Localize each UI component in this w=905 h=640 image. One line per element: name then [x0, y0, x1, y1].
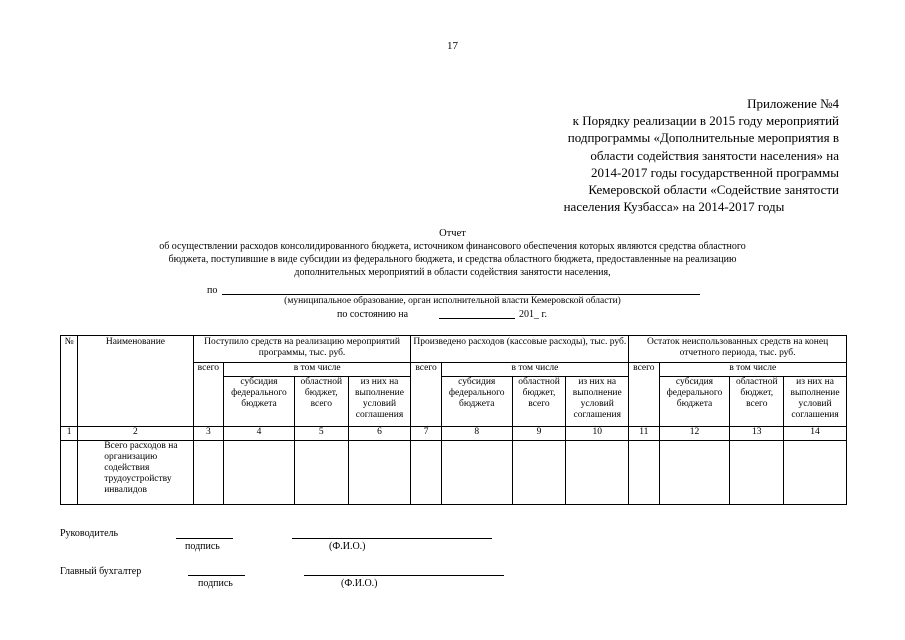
- table-cell: [193, 441, 223, 505]
- appendix-line: к Порядку реализации в 2015 году мероприятий: [572, 113, 839, 129]
- accountant-fio-caption: (Ф.И.О.): [341, 578, 378, 589]
- header-agreement-conditions: из них на выполнение условий соглашения: [566, 377, 629, 427]
- header-including: в том числе: [441, 363, 628, 377]
- state-date-year: 201_ г.: [519, 309, 547, 320]
- page-number: 17: [447, 40, 458, 52]
- table-cell: [224, 441, 295, 505]
- table-cell: [61, 441, 78, 505]
- table-cell: [512, 441, 566, 505]
- report-description-line: дополнительных мероприятий в области содействия занятости населения,: [294, 267, 611, 278]
- table-cell: [441, 441, 512, 505]
- accountant-signature-caption: подпись: [198, 578, 233, 589]
- column-number-cell: 5: [294, 427, 348, 441]
- appendix-line: Кемеровской области «Содействие занятости: [588, 182, 839, 198]
- report-description-line: об осуществлении расходов консолидированного бюджета, источником финансового обеспечения которых являются средства областного: [159, 241, 746, 252]
- appendix-header: [509, 95, 839, 215]
- report-table: [60, 335, 847, 505]
- table-cell: [784, 441, 847, 505]
- column-number-cell: 3: [193, 427, 223, 441]
- head-fio-line: [292, 538, 492, 539]
- table-cell: [411, 441, 441, 505]
- appendix-line: населения Кузбасса» на 2014-2017 годы: [563, 199, 785, 215]
- state-date-fill-line: [439, 318, 515, 319]
- header-number: №: [61, 336, 78, 427]
- header-including: в том числе: [659, 363, 846, 377]
- header-group-spent: Произведено расходов (кассовые расходы), тыс. руб.: [411, 336, 629, 363]
- row-label: Всего расходов на организацию содействия трудоустройству инвалидов: [78, 441, 193, 505]
- appendix-line: подпрограммы «Дополнительные мероприятия в: [567, 130, 839, 146]
- header-group-remaining: Остаток неиспользованных средств на конец отчетного периода, тыс. руб.: [629, 336, 847, 363]
- header-regional-budget: областной бюджет, всего: [730, 377, 784, 427]
- table-cell: [629, 441, 659, 505]
- header-regional-budget: областной бюджет, всего: [294, 377, 348, 427]
- po-caption: (муниципальное образование, орган исполнительной власти Кемеровской области): [284, 296, 621, 306]
- header-total: всего: [629, 363, 659, 427]
- column-number-cell: 4: [224, 427, 295, 441]
- header-agreement-conditions: из них на выполнение условий соглашения: [348, 377, 411, 427]
- column-number-cell: 9: [512, 427, 566, 441]
- header-federal-subsidy: субсидия федерального бюджета: [224, 377, 295, 427]
- column-number-cell: 6: [348, 427, 411, 441]
- header-federal-subsidy: субсидия федерального бюджета: [441, 377, 512, 427]
- column-number-cell: 2: [78, 427, 193, 441]
- appendix-line: 2014-2017 годы государственной программы: [591, 164, 839, 180]
- head-signature-caption: подпись: [185, 541, 220, 552]
- column-number-cell: 10: [566, 427, 629, 441]
- head-signature-line: [176, 538, 233, 539]
- header-total: всего: [193, 363, 223, 427]
- po-label: по: [207, 285, 218, 296]
- header-agreement-conditions: из них на выполнение условий соглашения: [784, 377, 847, 427]
- table-cell: [348, 441, 411, 505]
- report-description-line: бюджета, поступившие в виде субсидии из федерального бюджета, и средства областного бюджета, предоставленные на реализацию: [168, 254, 737, 265]
- table-cell: [659, 441, 730, 505]
- table-cell: [294, 441, 348, 505]
- report-description: [60, 240, 845, 279]
- column-number-cell: 14: [784, 427, 847, 441]
- po-fill-line: [222, 294, 700, 295]
- head-fio-caption: (Ф.И.О.): [329, 541, 366, 552]
- accountant-label: Главный бухгалтер: [60, 566, 142, 577]
- header-including: в том числе: [224, 363, 411, 377]
- table-cell: [566, 441, 629, 505]
- report-title: Отчет: [439, 228, 466, 239]
- table-row: [61, 441, 847, 505]
- appendix-title: Приложение №4: [747, 96, 839, 111]
- head-label: Руководитель: [60, 528, 119, 539]
- column-number-cell: 11: [629, 427, 659, 441]
- header-total: всего: [411, 363, 441, 427]
- accountant-fio-line: [304, 575, 504, 576]
- column-number-cell: 1: [61, 427, 78, 441]
- column-number-cell: 12: [659, 427, 730, 441]
- column-number-cell: 13: [730, 427, 784, 441]
- header-group-received: Поступило средств на реализацию мероприятий программы, тыс. руб.: [193, 336, 411, 363]
- table-cell: [730, 441, 784, 505]
- state-date-label: по состоянию на: [337, 309, 409, 320]
- column-number-cell: 8: [441, 427, 512, 441]
- column-number-cell: 7: [411, 427, 441, 441]
- header-name: Наименование: [78, 336, 193, 427]
- appendix-line: области содействия занятости населения» на: [590, 147, 839, 163]
- header-federal-subsidy: субсидия федерального бюджета: [659, 377, 730, 427]
- header-regional-budget: областной бюджет, всего: [512, 377, 566, 427]
- accountant-signature-line: [188, 575, 245, 576]
